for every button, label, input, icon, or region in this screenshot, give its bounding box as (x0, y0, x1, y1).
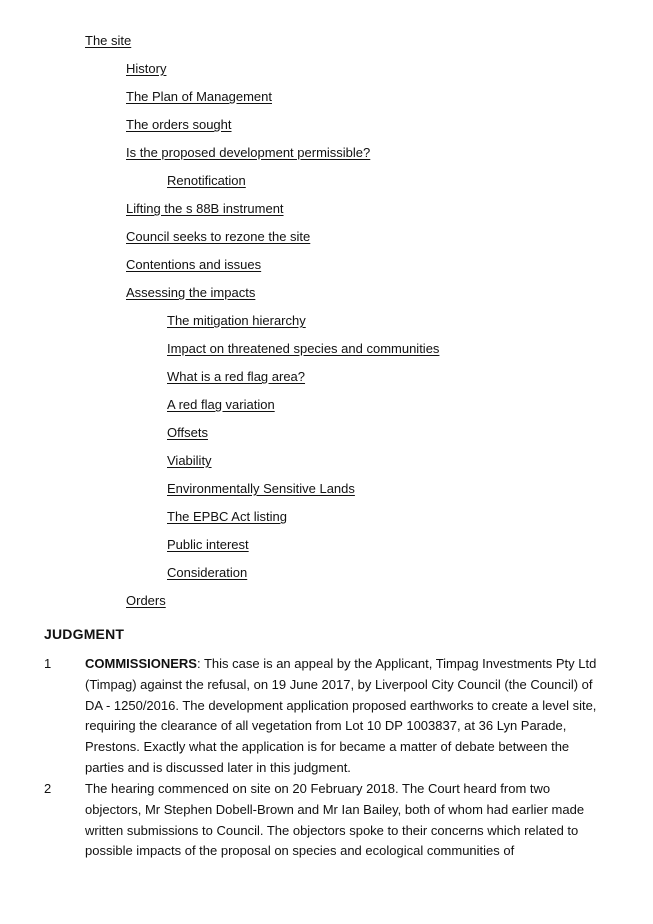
toc-link-mitigation-hierarchy[interactable]: The mitigation hierarchy (167, 313, 306, 328)
toc-link-threatened-species[interactable]: Impact on threatened species and communities (167, 341, 440, 356)
paragraph-1 (44, 654, 604, 779)
paragraph-text: : This case is an appeal by the Applicant, Timpag Investments Pty Ltd (Timpag) against the refusal, on 19 June 2017, by Liverpool City Council (the Council) of DA - 1250/2016. The development application proposed earthworks to create a level site, requiring the clearance of all vegetation from Lot 10 DP 1003837, at 36 Lyn Parade, Prestons. Exactly what the application is for became a matter of debate between the parties and is discussed later in this judgment. (85, 656, 597, 775)
toc-link-epbc-act[interactable]: The EPBC Act listing (167, 509, 287, 524)
toc-link-history[interactable]: History (126, 61, 167, 76)
toc-link-rezone[interactable]: Council seeks to rezone the site (126, 229, 311, 244)
toc-link-viability[interactable]: Viability (167, 453, 212, 468)
paragraph-body (85, 779, 604, 862)
toc-link-orders[interactable]: Orders (126, 593, 166, 608)
toc-link-public-interest[interactable]: Public interest (167, 537, 249, 552)
toc-link-permissible[interactable]: Is the proposed development permissible? (126, 145, 371, 160)
paragraph-body (85, 654, 604, 779)
toc-link-orders-sought[interactable]: The orders sought (126, 117, 232, 132)
toc-link-plan-of-management[interactable]: The Plan of Management (126, 89, 272, 104)
toc-link-the-site[interactable]: The site (85, 33, 132, 48)
toc-link-red-flag-variation[interactable]: A red flag variation (167, 397, 275, 412)
toc-link-s88b-instrument[interactable]: Lifting the s 88B instrument (126, 201, 284, 216)
toc-link-contentions[interactable]: Contentions and issues (126, 257, 262, 272)
toc-link-offsets[interactable]: Offsets (167, 425, 208, 440)
toc-link-red-flag-area[interactable]: What is a red flag area? (167, 369, 306, 384)
paragraph-2 (44, 779, 604, 862)
toc-link-assessing-impacts[interactable]: Assessing the impacts (126, 285, 256, 300)
toc-link-consideration[interactable]: Consideration (167, 565, 248, 580)
paragraph-number: 1 (44, 656, 52, 671)
judgment-heading: JUDGMENT (44, 626, 125, 642)
toc-link-sensitive-lands[interactable]: Environmentally Sensitive Lands (167, 481, 355, 496)
paragraph-lead: COMMISSIONERS (85, 656, 197, 671)
paragraph-text: The hearing commenced on site on 20 February 2018. The Court heard from two objectors, Mr Stephen Dobell-Brown and Mr Ian Bailey, both of whom had earlier made written submissions to Council. The objectors spoke to their concerns which related to possible impacts of the proposal on species and ecological communities of (85, 781, 585, 859)
toc-link-renotification[interactable]: Renotification (167, 173, 246, 188)
paragraph-number: 2 (44, 781, 52, 796)
